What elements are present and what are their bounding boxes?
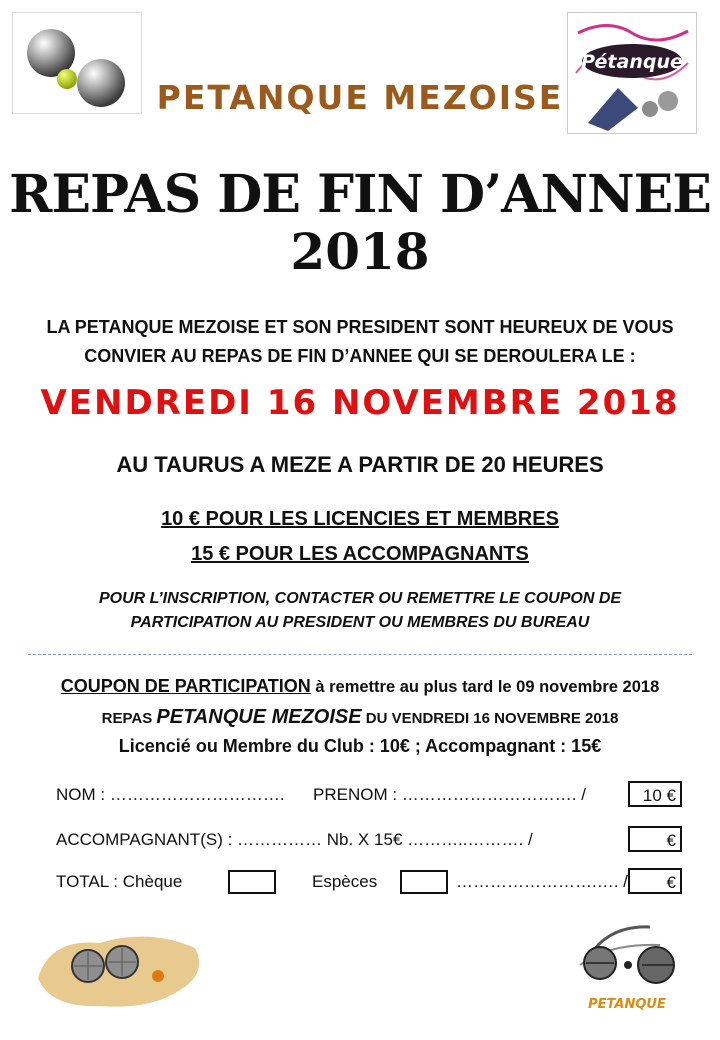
amount-box-name[interactable]: 10 € bbox=[628, 781, 682, 807]
especes-label: Espèces bbox=[312, 872, 378, 891]
intro-text bbox=[0, 313, 720, 371]
form-row-total bbox=[56, 868, 688, 898]
cut-line bbox=[28, 654, 692, 655]
petanque-logo-right bbox=[567, 12, 697, 134]
footer-logo-text: PETANQUE bbox=[588, 997, 666, 1012]
total-label: TOTAL : Chèque bbox=[56, 872, 183, 891]
cheque-checkbox[interactable] bbox=[228, 870, 276, 894]
coupon-subtitle-club: PETANQUE MEZOISE bbox=[156, 706, 362, 728]
nom-field[interactable]: NOM : …………………………. bbox=[56, 785, 285, 804]
event-date: VENDREDI 16 NOVEMBRE 2018 bbox=[40, 383, 680, 423]
prenom-field[interactable]: PRENOM : …………………………. / bbox=[313, 785, 586, 804]
title-line-1: REPAS DE FIN D’ANNEE bbox=[9, 164, 711, 225]
price-guests: 15 € POUR LES ACCOMPAGNANTS bbox=[191, 543, 529, 565]
coupon-tariff: Licencié ou Membre du Club : 10€ ; Accompagnant : 15€ bbox=[118, 736, 602, 756]
petanque-logo-bottom bbox=[560, 915, 694, 1015]
title-line-2: 2018 bbox=[290, 222, 430, 281]
especes-checkbox[interactable] bbox=[400, 870, 448, 894]
amount-box-total[interactable]: € bbox=[628, 868, 682, 894]
boules-illustration-left bbox=[30, 918, 210, 1018]
logo-right-text: Pétanque bbox=[581, 51, 683, 73]
amount-box-guests[interactable]: € bbox=[628, 826, 682, 852]
total-field[interactable]: …………………….…. / bbox=[456, 872, 628, 891]
coupon-subtitle-suffix: DU VENDREDI 16 NOVEMBRE 2018 bbox=[365, 710, 619, 727]
form-row-name bbox=[56, 781, 688, 811]
form-row-guests bbox=[56, 826, 688, 856]
coupon-subtitle bbox=[0, 706, 720, 729]
registration-info bbox=[0, 587, 720, 635]
registration-line-1: POUR L’INSCRIPTION, CONTACTER OU REMETTRE LE COUPON DE bbox=[98, 590, 622, 607]
coupon-deadline: à remettre au plus tard le 09 novembre 2018 bbox=[315, 678, 660, 696]
coupon-heading bbox=[0, 676, 720, 697]
registration-line-2: PARTICIPATION AU PRESIDENT OU MEMBRES DU BUREAU bbox=[130, 614, 590, 631]
boules-photo-left bbox=[12, 12, 142, 114]
coupon-subtitle-prefix: REPAS bbox=[101, 710, 153, 727]
intro-line-1: LA PETANQUE MEZOISE ET SON PRESIDENT SONT HEUREUX DE VOUS bbox=[46, 317, 674, 337]
venue: AU TAURUS A MEZE A PARTIR DE 20 HEURES bbox=[116, 452, 604, 477]
intro-line-2: CONVIER AU REPAS DE FIN D’ANNEE QUI SE DEROULERA LE : bbox=[84, 346, 636, 366]
coupon-title: COUPON DE PARTICIPATION bbox=[60, 676, 311, 696]
guests-field[interactable]: ACCOMPAGNANT(S) : …………… Nb. X 15€ ………..………. / bbox=[56, 830, 533, 849]
price-members: 10 € POUR LES LICENCIES ET MEMBRES bbox=[161, 508, 559, 530]
club-name: PETANQUE MEZOISE bbox=[156, 78, 564, 117]
